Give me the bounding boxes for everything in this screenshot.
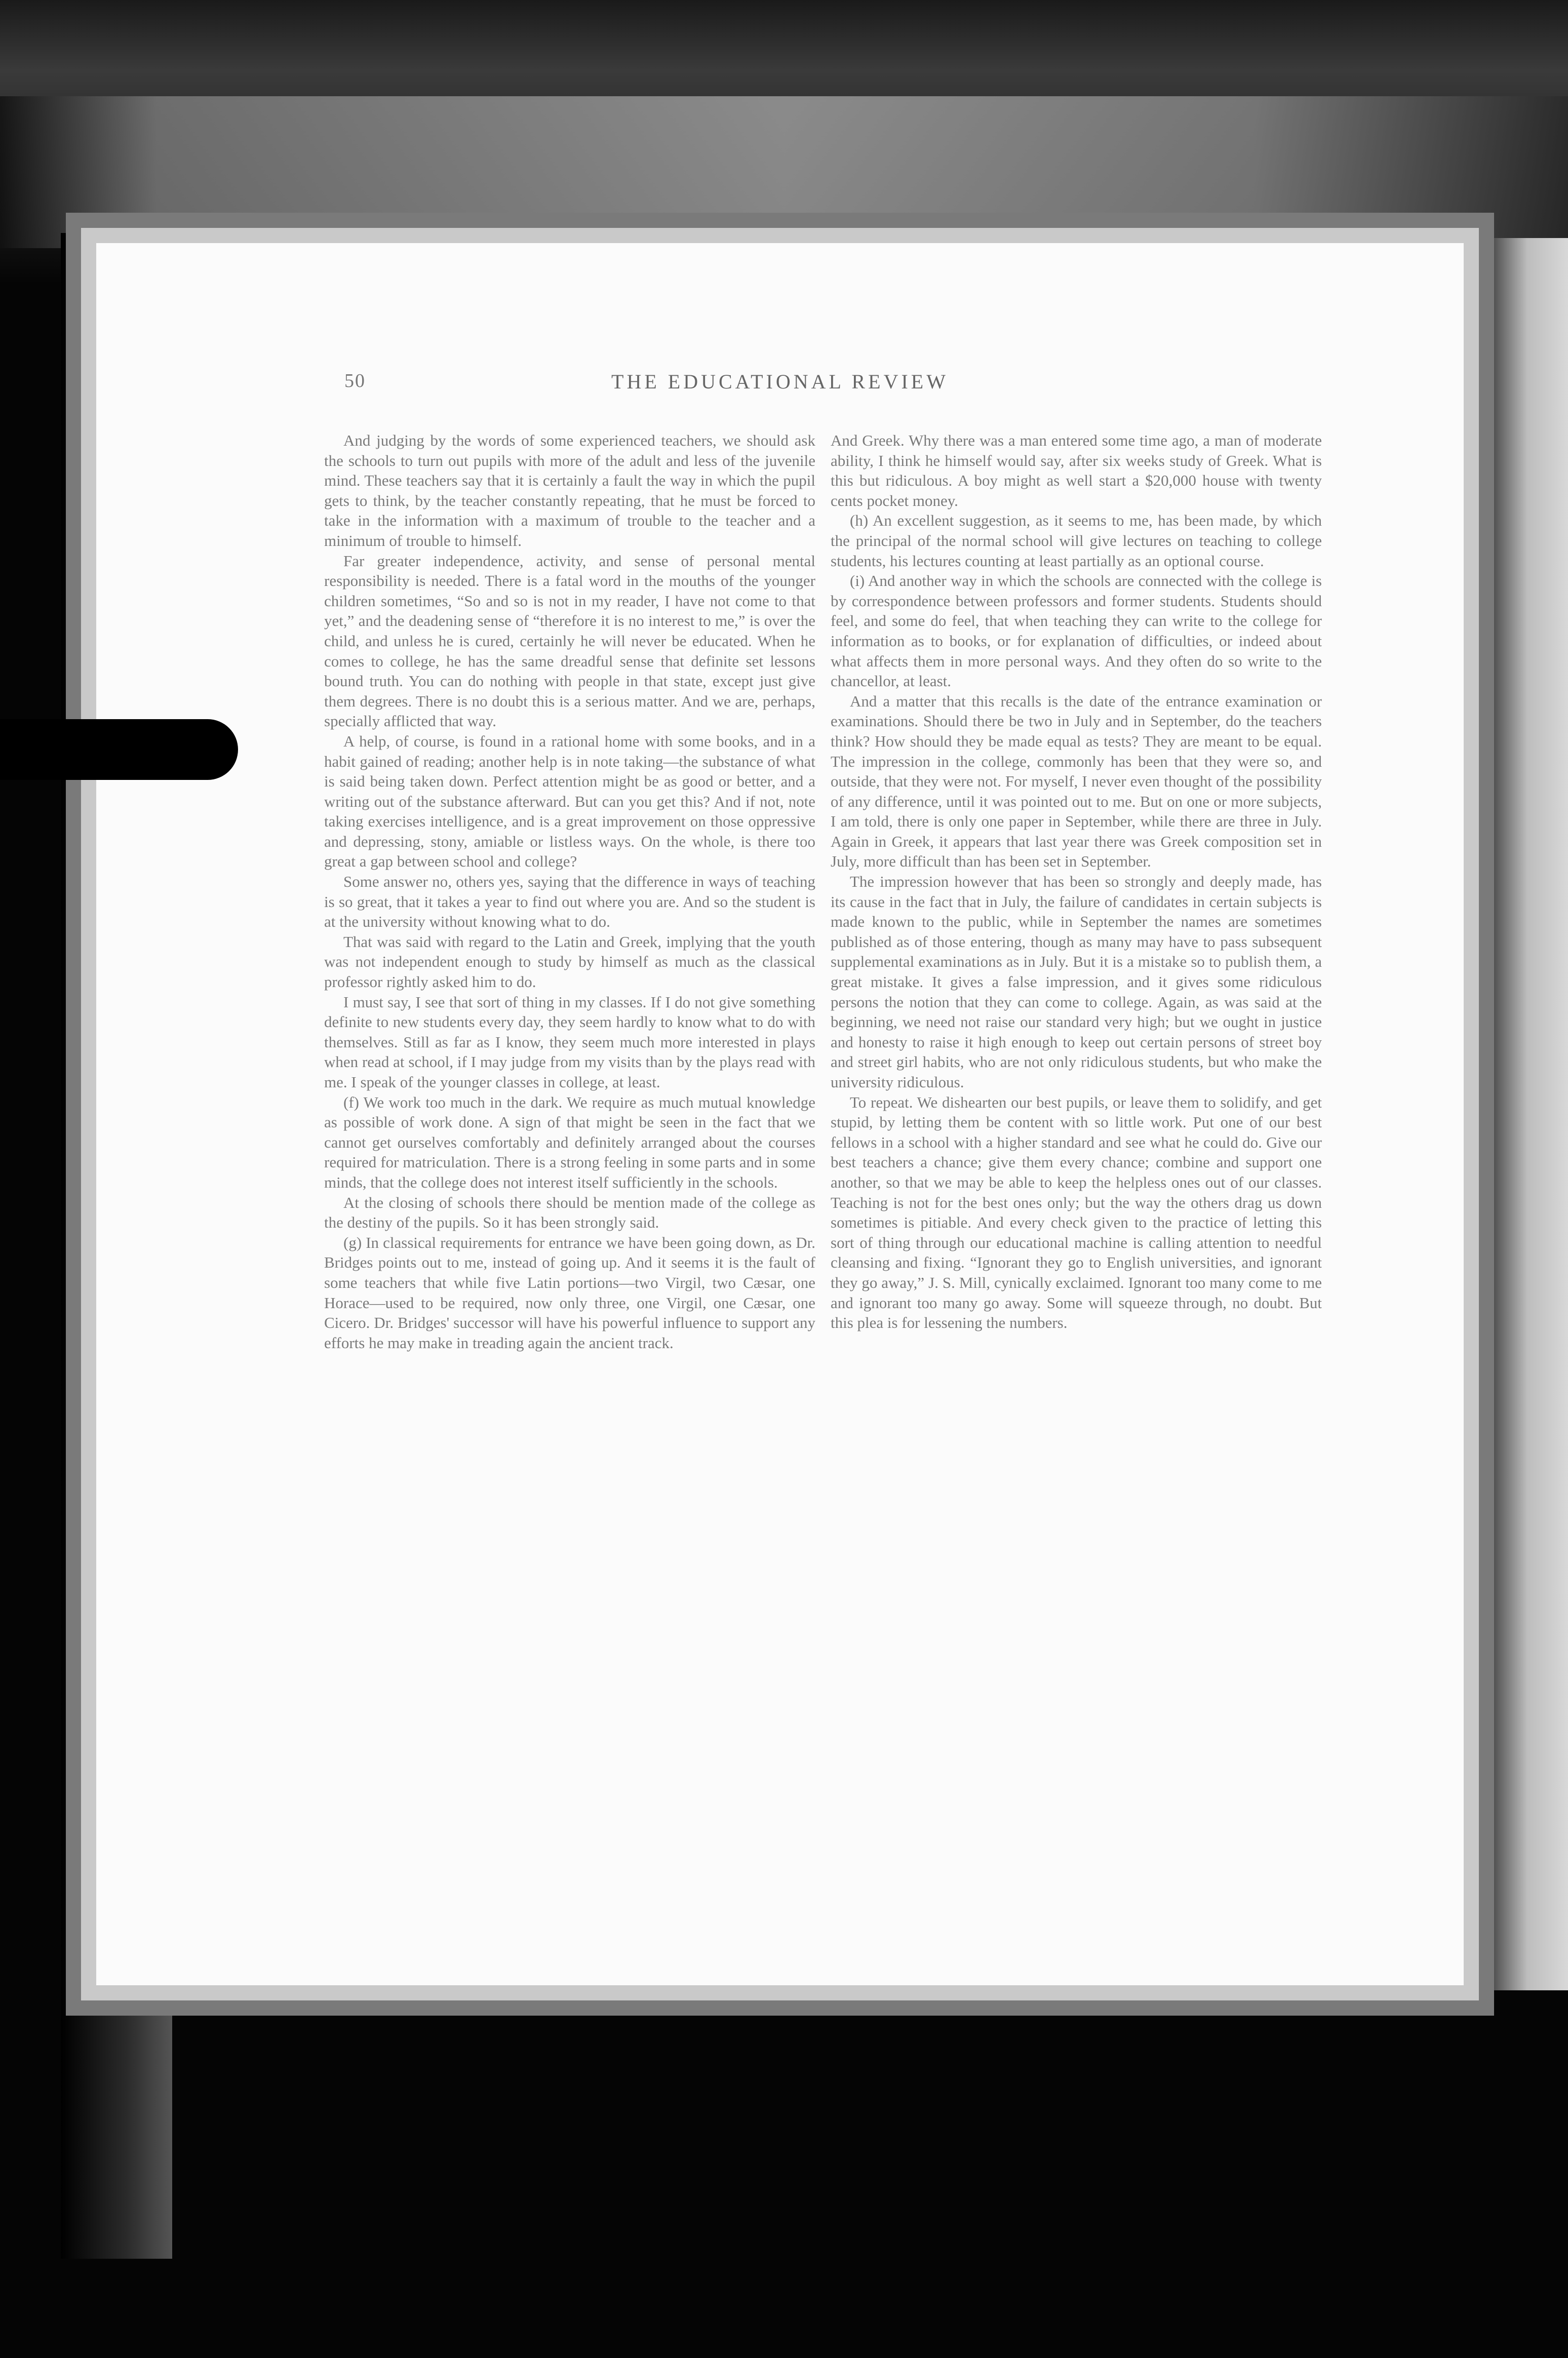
paragraph: That was said with regard to the Latin and Greek, implying that the youth was not independent enough to study by himself as much as the classical professor rightly asked him to do. <box>324 932 815 991</box>
paragraph: (g) In classical requirements for entrance we have been going down, as Dr. Bridges points out to me, instead of going up. And it seems it is the fault of some teachers that while five Latin portions—two Virgil, two Cæsar, one Horace—used to be required, now only three, one Virgil, one Cæsar, one Cicero. Dr. Bridges' successor will have his powerful influence to support any efforts he may make in treading again the ancient track. <box>324 1233 815 1352</box>
paragraph: At the closing of schools there should be mention made of the college as the destiny of the pupils. So it has been strongly said. <box>324 1193 815 1232</box>
running-head: THE EDUCATIONAL REVIEW <box>611 370 949 393</box>
right-column <box>831 430 1322 1333</box>
paragraph: Some answer no, others yes, saying that the difference in ways of teaching is so great, that it takes a year to find out where you are. And so the student is at the university without knowing what to do. <box>324 873 815 931</box>
paragraph: I must say, I see that sort of thing in my classes. If I do not give something definite to new students every day, they seem hardly to know what to do with themselves. Still as far as I know, they seem much more interested in plays when read at school, if I may judge from my visits than by the plays read with me. I speak of the younger classes in college, at least. <box>324 993 815 1091</box>
paragraph: The impression however that has been so strongly and deeply made, has its cause in the fact that in July, the failure of candidates in certain subjects is made known to the public, while in September the names are sometimes published as of those entering, though as many may have to pass subsequent supplemental examinations as in July. But it is a mistake so to publish them, a great mistake. It gives a false impression, and it gives some ridiculous persons the notion that they can come to college. Again, as was said at the beginning, we need not raise our standard very high; but we ought in justice and honesty to raise it high enough to keep out certain persons of street boy and street girl habits, who are not only ridiculous students, but who make the university ridiculous. <box>831 873 1322 1091</box>
page-header <box>96 370 1464 400</box>
left-column <box>324 430 815 1353</box>
book-top-edge <box>0 96 1568 248</box>
page-number: 50 <box>344 370 366 391</box>
facing-page-edge <box>1466 238 1568 1990</box>
paragraph: Far greater independence, activity, and sense of personal mental responsibility is needed. There is a fatal word in the mouths of the younger children sometimes, “So and so is not in my reader, I have not come to that yet,” and the deadening sense of “therefore it is no interest to me,” is over the child, and unless he is cured, certainly he will never be educated. When he comes to college, he has the same dreadful sense that definite set lessons bound truth. You can do nothing with people in that state, except just give them degrees. There is no doubt this is a serious matter. And we are, perhaps, specially afflicted that way. <box>324 552 815 730</box>
paragraph: To repeat. We dishearten our best pupils, or leave them to solidify, and get stupid, by letting them be content with so little work. Put one of our best fellows in a school with a higher standard and see what he could do. Give our best teachers a chance; give them every chance; combine and support one another, so that we may be able to keep the helpless ones out of our classes. Teaching is not for the best ones only; but the way the others drag us down sometimes is pitiable. And every check given to the practice of letting this sort of thing through our educational machine is calling attention to needful cleansing and fixing. “Ignorant they go to English universities, and ignorant they go away,” J. S. Mill, cynically exclaimed. Ignorant too many come to me and ignorant too many go away. Some will squeeze through, no doubt. But this plea is for lessening the numbers. <box>831 1093 1322 1332</box>
paragraph: And Greek. Why there was a man entered some time ago, a man of moderate ability, I think he himself would say, after six weeks study of Greek. What is this but ridiculous. A boy might as well start a $20,000 house with twenty cents pocket money. <box>831 431 1322 509</box>
binding-clip <box>0 719 238 780</box>
paragraph: A help, of course, is found in a rational home with some books, and in a habit gained of reading; another help is in note taking—the substance of what is said being taken down. Perfect attention might be as good or better, and a writing out of the substance afterward. But can you get this? And if not, note taking exercises intelligence, and is a great improvement on those oppressive and depressing, stony, amiable or listless ways. On the whole, is there too great a gap between school and college? <box>324 732 815 871</box>
book-page <box>96 243 1464 1985</box>
paragraph: And a matter that this recalls is the date of the entrance examination or examinations. Should there be two in July and in September, do the teachers think? How should they be made equal as tests? They are meant to be equal. The impression in the college, commonly has been that they were so, and outside, that they were not. For myself, I never even thought of the possibility of any difference, until it was pointed out to me. But on one or more subjects, I am told, there is only one paper in September, while there are three in July. Again in Greek, it appears that last year there was Greek composition set in July, more difficult than has been set in September. <box>831 692 1322 871</box>
paragraph: And judging by the words of some experienced teachers, we should ask the schools to turn out pupils with more of the adult and less of the juvenile mind. These teachers say that it is certainly a fault the way in which the pupil gets to think, by the teacher constantly repeating, that he must be forced to take in the information with a maximum of trouble to the teacher and a minimum of trouble to himself. <box>324 431 815 549</box>
paragraph: (h) An excellent suggestion, as it seems to me, has been made, by which the principal of the normal school will give lectures on teaching to college students, his lectures counting at least partially as an optional course. <box>831 512 1322 570</box>
paragraph: (i) And another way in which the schools are connected with the college is by correspondence between professors and former students. Students should feel, and some do feel, that when teaching they can write to the college for information as to books, or for explanation of difficulties, or indeed about what affects them in more personal ways. And they often do so write to the chancellor, at least. <box>831 572 1322 690</box>
paragraph: (f) We work too much in the dark. We require as much mutual knowledge as possible of work done. A sign of that might be seen in the fact that we cannot get ourselves comfortably and definitely arranged about the courses required for matriculation. There is a strong feeling in some parts and in some minds, that the college does not interest itself sufficiently in the schools. <box>324 1093 815 1191</box>
